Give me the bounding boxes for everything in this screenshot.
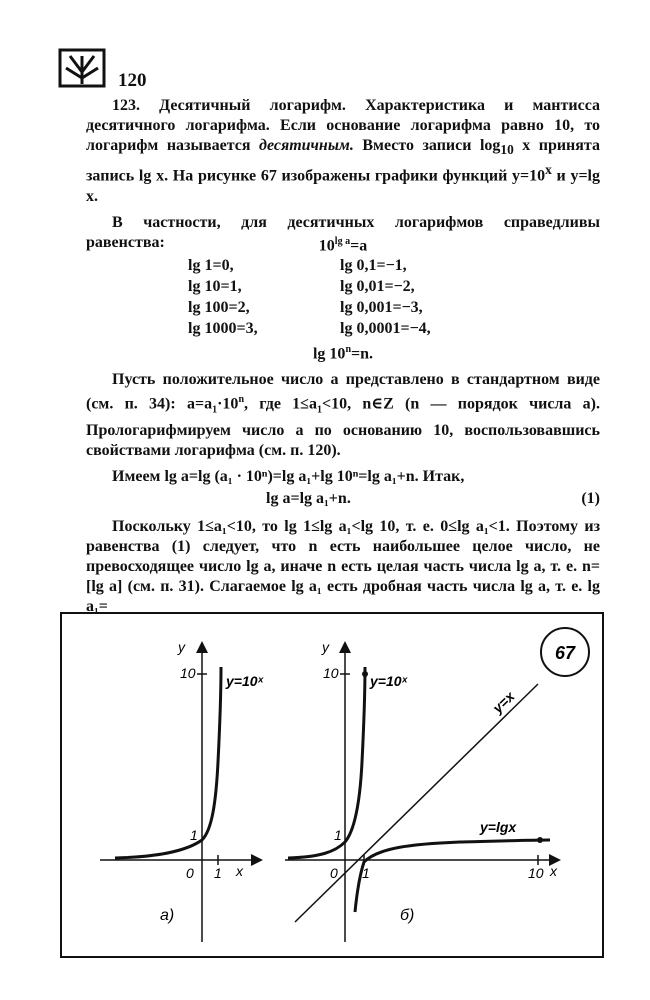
panel-b-one-label: 1 [334,827,342,843]
figure-67 [60,612,604,958]
panel-a-caption: а) [160,907,175,924]
book-logo-icon [58,48,106,88]
panel-a-y-label: y [178,639,185,655]
panel-a-x-tick-label: 1 [214,865,222,881]
panel-b-y-tick-label: 10 [323,665,339,681]
panel-b-log-curve [355,840,550,912]
panel-a-exp-curve [115,667,221,858]
panel-b-caption: б) [400,907,415,924]
log-equations-grid: lg 1=0, lg 0,1=−1, lg 10=1, lg 0,01=−2, lg 100=2, lg 0,001=−3, lg 1000=3, lg 0,0001=−4, [188,257,431,337]
body-text [86,370,600,617]
paragraph-equalities: В частности, для десятичных логарифмов справедливы равенства: [86,213,600,251]
page-number: 120 [118,70,147,91]
power-equation: $\lg 10^n=n$. [312,344,374,363]
panel-b-x-label: x [550,863,557,879]
panel-a-y-tick-label: 10 [180,665,196,681]
panel-b-x-tick-10-label: 10 [528,865,544,881]
identity-equation: $10^{lg a}=a$ [318,236,368,255]
paragraph-derivation: Имеем lg a=lg (a₁ · 10ⁿ)=lg a₁+lg 10ⁿ=lg a₁+n. Итак, [112,467,465,485]
figure-number: 67 [554,643,576,663]
equation-1: lg a=lg a₁+n. (1) [266,489,600,507]
panel-b [285,639,558,942]
panel-a [100,639,265,942]
panel-b-log-label: y=lgx [480,819,517,835]
panel-a-x-label: x [236,863,243,879]
panel-b-identity-line [295,684,538,922]
section-intro: 123. Десятичный логарифм. Характеристика и мантисса десятичного логарифма. Если основание логарифма равно 10, то логарифм называется десятичным. Вместо записи $\log_{10} x$ принята запись lg x. На рисунке 67 изображены графики функций $y=10^x$ и y=lg x. В частности, для десятичных логарифмов справедливы равенства: [86,97,601,251]
section-heading: 123. Десятичный логарифм. Характеристика и мантисса десятичного логарифма. [86,97,600,134]
panel-b-origin-label: 0 [330,865,338,881]
panel-b-log-endpoint [537,837,543,843]
panel-b-line-label: y=x [489,688,518,717]
panel-a-one-label: 1 [190,827,198,843]
panel-b-exp-curve [288,667,365,858]
panel-b-exp-endpoint [362,671,368,677]
paragraph-characteristic: Поскольку 1≤a₁<10, то lg 1≤lg a₁<lg 10, т. е. 0≤lg a₁<1. Поэтому из равенства (1) следует, что n есть наибольшее целое число, не превосходящее число lg a, иначе n есть целая часть числа lg a, т. е. n=[lg a] (см. п. 31). Слагаемое lg a₁ есть дробная часть числа lg a, т. е. lg a₁= [86,517,600,615]
panel-a-origin-label: 0 [186,865,194,881]
panel-b-y-label: y [322,639,329,655]
paragraph-standard-form: Пусть положительное число a представлено в стандартном виде (см. п. 34): $a=a_1\cdot 10^n$, где $1\le a_1<10$, n∈Z (n — порядок числа a). Прологарифмируем число a по основанию 10, воспользовавшись свойствами логарифма (см. п. 120). [86,371,600,459]
panel-a-curve-label: y=10ˣ [226,673,264,689]
panel-b-exp-label: y=10ˣ [370,673,408,689]
panel-b-x-tick-1-label: 1 [362,865,370,881]
